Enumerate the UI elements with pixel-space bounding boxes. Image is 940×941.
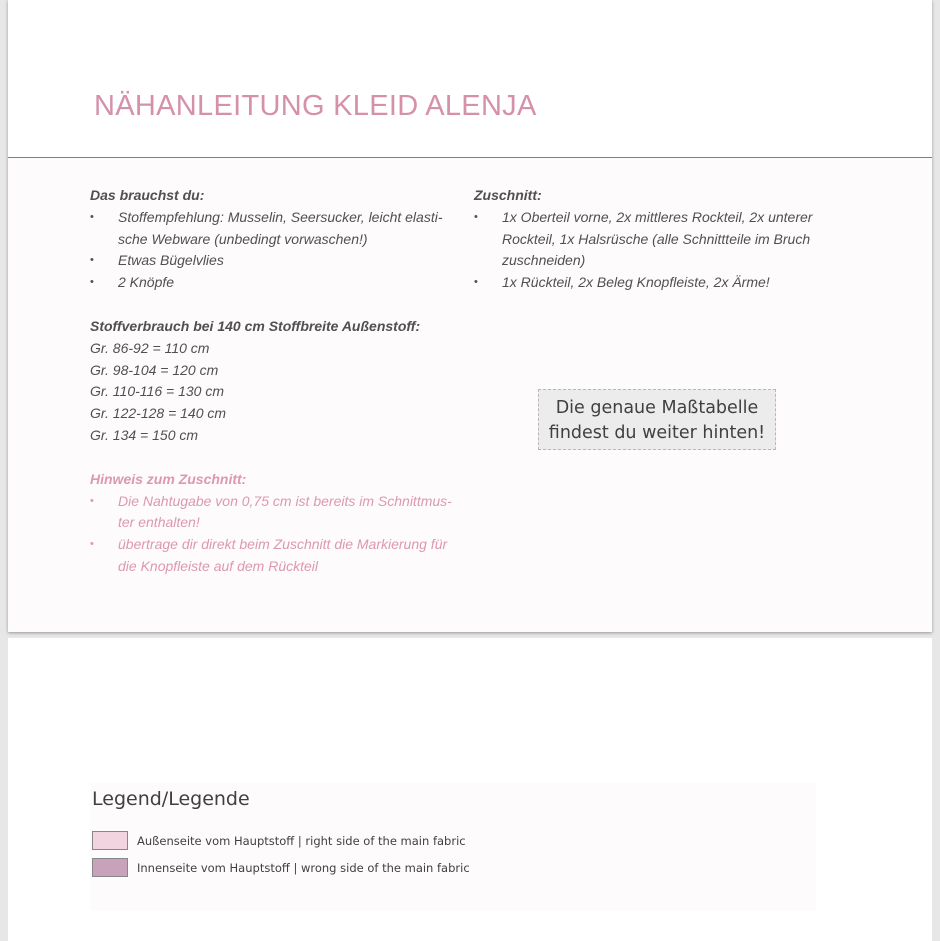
materials-list [90,207,462,294]
cutting-note-heading: Hinweis zum Zuschnitt: [90,470,247,487]
list-item [474,207,824,272]
left-column [90,185,462,578]
cutting-heading: Zuschnitt: [474,187,542,203]
legend-label: Außenseite vom Hauptstoff | right side of the main fabric [137,833,466,848]
legend-title: Legend/Legende [92,788,250,810]
materials-item: 2 Knöpfe [118,274,175,291]
list-item [90,272,462,294]
legend-label: Innenseite vom Hauptstoff | wrong side of the main fabric [137,860,470,875]
page-title: NÄHANLEITUNG KLEID ALENJA [94,90,537,122]
fabric-usage-row: Gr. 86-92 = 110 cm [90,339,210,356]
fabric-usage-row: Gr. 134 = 150 cm [90,426,199,443]
fabric-usage-row: Gr. 98-104 = 120 cm [90,361,219,378]
legend-page [8,638,932,941]
fabric-usage-heading: Stoffverbrauch bei 140 cm Stoffbreite Außenstoff: [90,317,421,334]
bullet-icon: • [90,494,94,507]
bullet-icon: • [90,254,94,267]
list-item [90,534,462,578]
materials-item: Stoffempfehlung: Musselin, Seersucker, leicht elasti-sche Webware (unbedingt vorwaschen!) [118,208,443,247]
bullet-icon: • [90,538,94,551]
legend-swatch-right-side [92,831,128,850]
bullet-icon: • [90,276,94,289]
materials-heading: Das brauchst du: [90,187,205,203]
bullet-icon: • [474,210,478,223]
fabric-usage-row: Gr. 122-128 = 140 cm [90,405,227,422]
note-line: findest du weiter hinten! [548,423,766,443]
cutting-note-item: übertrage dir direkt beim Zuschnitt die Markierung für die Knopfleiste auf dem Rückteil [118,536,448,574]
cutting-list [474,207,824,294]
legend-swatch-wrong-side [92,858,128,877]
fabric-usage-row: Gr. 110-116 = 130 cm [90,383,224,400]
cutting-item: 1x Rückteil, 2x Beleg Knopfleiste, 2x Ärme! [502,274,770,291]
legend-item [92,831,466,850]
cutting-item: 1x Oberteil vorne, 2x mittleres Rockteil, 2x unterer Rockteil, 1x Halsrüsche (alle Schnittteile im Bruch zuschneiden) [502,208,813,269]
list-item [90,207,462,251]
bullet-icon: • [474,276,478,289]
bullet-icon: • [90,210,94,223]
cutting-note-item: Die Nahtugabe von 0,75 cm ist bereits im Schnittmus-ter enthalten! [118,492,452,531]
list-item [90,250,462,272]
instruction-page [8,0,932,632]
right-column [474,185,824,294]
size-chart-note [538,389,776,450]
list-item [90,491,462,535]
legend-item [92,858,470,877]
materials-item: Etwas Bügelvlies [118,252,224,269]
list-item [474,272,824,294]
cutting-note-list [90,491,462,578]
note-line: Die genaue Maßtabelle [555,398,759,418]
